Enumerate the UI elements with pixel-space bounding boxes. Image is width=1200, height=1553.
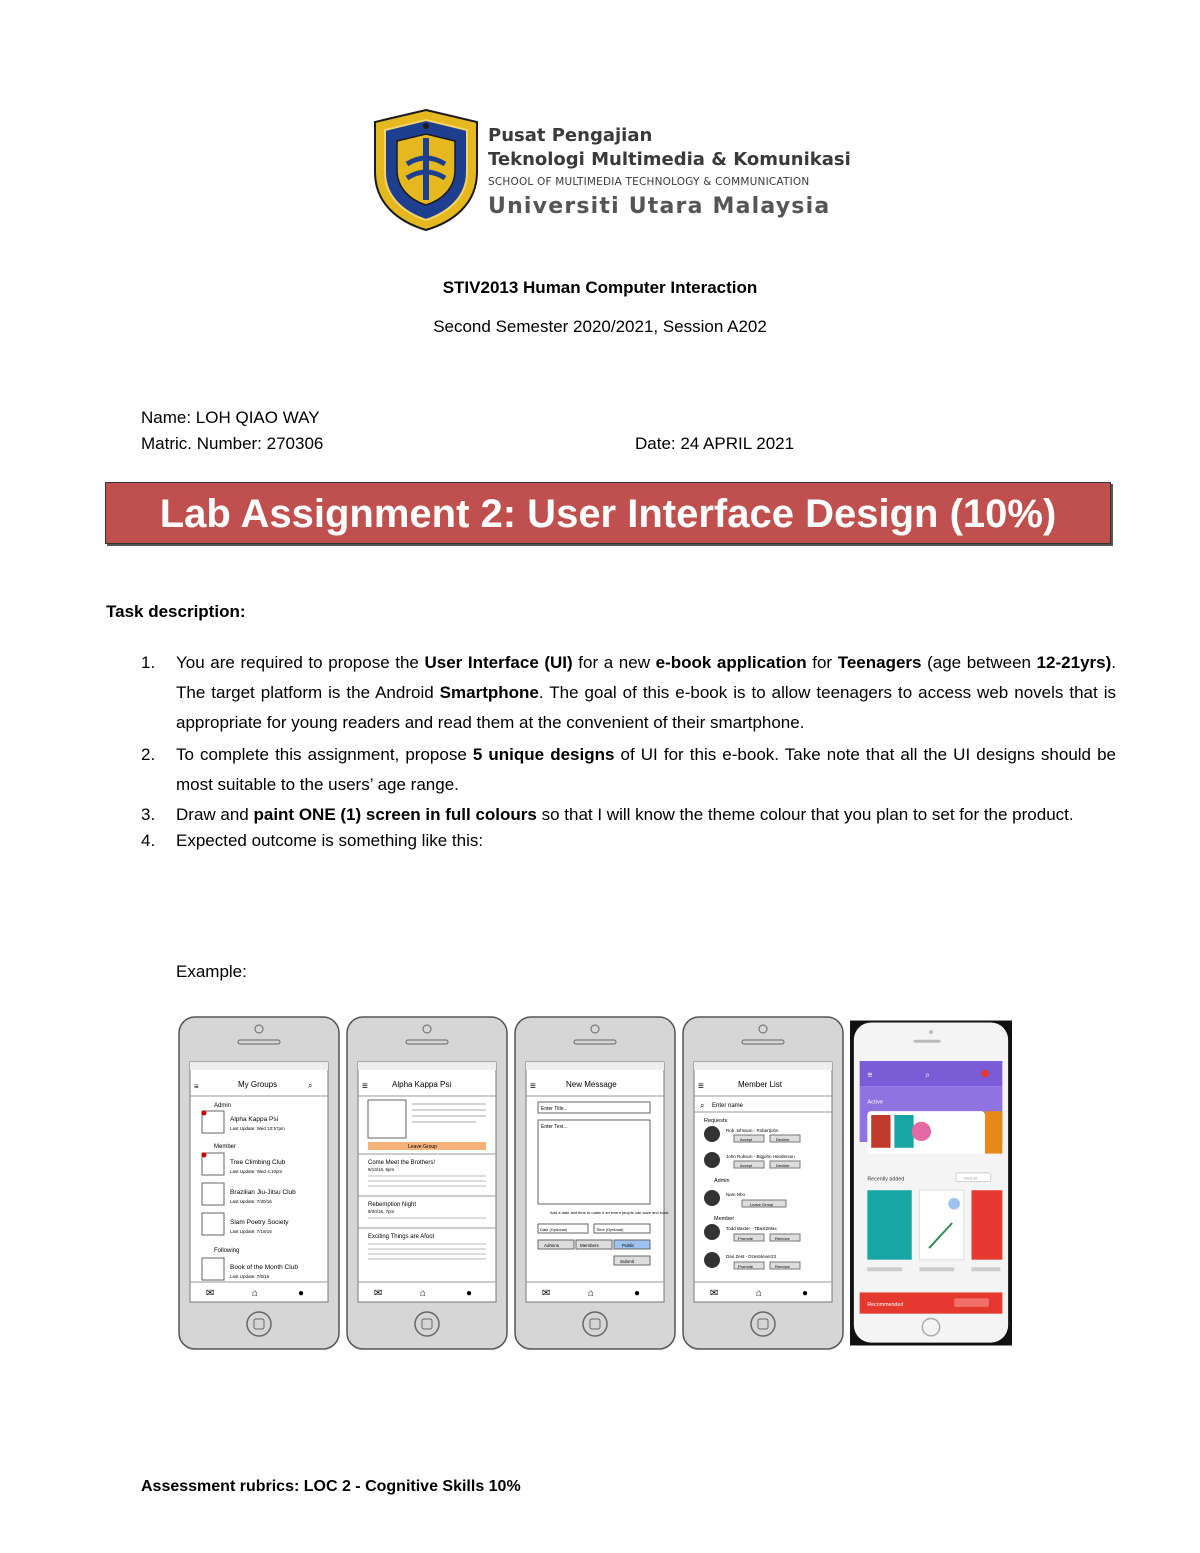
svg-text:Decline: Decline [776, 1137, 790, 1142]
svg-text:Last Update: Wed 10:57pm: Last Update: Wed 10:57pm [230, 1126, 285, 1131]
svg-text:Exciting Things are Afoot: Exciting Things are Afoot [368, 1234, 435, 1240]
svg-text:Member List: Member List [738, 1080, 783, 1089]
svg-text:Rob Johnson - Robertjohn: Rob Johnson - Robertjohn [726, 1128, 779, 1133]
svg-text:≡: ≡ [698, 1081, 704, 1092]
assignment-title-banner: Lab Assignment 2: User Interface Design (10%) [105, 482, 1111, 544]
svg-text:Tree Climbing Club: Tree Climbing Club [230, 1159, 286, 1166]
mockup-my-groups [178, 1016, 340, 1350]
svg-text:Last Update: 7/30/16: Last Update: 7/30/16 [230, 1199, 272, 1204]
svg-text:Slam Poetry Society: Slam Poetry Society [230, 1219, 289, 1226]
matric-number: Matric. Number: 270306 [141, 434, 324, 453]
svg-text:●: ● [466, 1288, 473, 1299]
mockup-member-list [682, 1016, 844, 1350]
svg-text:Admin: Admin [214, 1103, 232, 1109]
svg-text:Last Update: Wed 4:10pm: Last Update: Wed 4:10pm [230, 1169, 283, 1174]
task-item-4: 4. Expected outcome is something like this: [141, 831, 484, 850]
svg-text:✉: ✉ [710, 1288, 719, 1299]
task-list [141, 648, 1116, 854]
svg-text:Accept: Accept [740, 1163, 753, 1168]
svg-text:John Robson - Bigjohn Henderso: John Robson - Bigjohn Henderson [726, 1154, 795, 1159]
svg-text:⌕: ⌕ [700, 1101, 705, 1110]
svg-text:Leave Group: Leave Group [750, 1202, 774, 1207]
svg-text:Admins: Admins [544, 1243, 560, 1248]
svg-text:Requests: Requests [704, 1118, 728, 1124]
svg-text:⌂: ⌂ [588, 1288, 595, 1299]
svg-text:≡: ≡ [530, 1081, 536, 1092]
svg-text:Promote: Promote [738, 1236, 754, 1241]
svg-text:Alpha Kappa Psi: Alpha Kappa Psi [392, 1080, 452, 1089]
svg-text:⌕: ⌕ [308, 1081, 313, 1090]
svg-text:Following: Following [214, 1248, 240, 1254]
svg-text:✉: ✉ [542, 1288, 551, 1299]
task-item-1: 1. You are required to propose the User Interface (UI) for a new e-book application for Teenagers (age between 12-21yrs). The target platform is the Android Smartphone. The goal of this e-book is to allow teenagers to access web novels that is appropriate for young readers and read them at the convenient of their smartphone. [141, 653, 1116, 732]
svg-text:≡: ≡ [194, 1082, 199, 1091]
example-mockups [176, 1016, 1018, 1353]
svg-text:●: ● [298, 1288, 305, 1299]
svg-text:Submit: Submit [620, 1259, 635, 1264]
student-name: Name: LOH QIAO WAY [141, 408, 320, 427]
svg-text:Dan Zest - Dzest4ever23: Dan Zest - Dzest4ever23 [726, 1254, 777, 1259]
svg-text:9/20/16, 7pm: 9/20/16, 7pm [368, 1209, 395, 1214]
university-name: Universiti Utara Malaysia [488, 194, 831, 219]
svg-text:Active: Active [867, 1099, 884, 1106]
example-label: Example: [176, 962, 247, 981]
svg-text:Last Update: 7/19/16: Last Update: 7/19/16 [230, 1229, 272, 1234]
mockup-group-detail [346, 1016, 508, 1350]
svg-text:Decline: Decline [776, 1163, 790, 1168]
svg-text:Enter Title...: Enter Title... [541, 1106, 568, 1112]
svg-text:Member: Member [214, 1144, 237, 1150]
semester-line: Second Semester 2020/2021, Session A202 [433, 317, 767, 336]
submission-date: Date: 24 APRIL 2021 [635, 434, 795, 453]
svg-text:Leave Group: Leave Group [408, 1144, 437, 1150]
university-seal-logo [373, 108, 479, 232]
assessment-rubric: Assessment rubrics: LOC 2 - Cognitive Skills 10% [141, 1478, 521, 1495]
svg-text:Enter Text...: Enter Text... [541, 1124, 568, 1130]
svg-text:⌂: ⌂ [252, 1288, 259, 1299]
svg-text:Brazilian Jiu-Jitsu Club: Brazilian Jiu-Jitsu Club [230, 1189, 296, 1196]
svg-text:⌕: ⌕ [925, 1069, 931, 1080]
svg-text:✉: ✉ [374, 1288, 383, 1299]
svg-text:Recently added: Recently added [867, 1176, 905, 1183]
svg-text:Remove: Remove [775, 1236, 790, 1241]
course-title: STIV2013 Human Computer Interaction [442, 278, 758, 297]
svg-text:Recommended: Recommended [867, 1301, 904, 1308]
svg-text:9/13/16, 6pm: 9/13/16, 6pm [368, 1167, 395, 1172]
svg-text:Remove: Remove [775, 1264, 790, 1269]
mockup-colour-screen [850, 1016, 1018, 1353]
svg-text:Add a date and time to make it: Add a date and time to make it an event people can save and book [550, 1210, 669, 1215]
svg-text:⌂: ⌂ [420, 1288, 427, 1299]
svg-text:Members: Members [580, 1243, 599, 1248]
task-item-2: 2. To complete this assignment, propose 5 unique designs of UI for this e-book. Take note that all the UI designs should be most suitable to the users’ age range. [141, 745, 1116, 794]
svg-text:Last Update: 7/5/16: Last Update: 7/5/16 [230, 1274, 270, 1279]
svg-text:Accept: Accept [740, 1137, 753, 1142]
svg-text:✉: ✉ [206, 1288, 215, 1299]
school-line: SCHOOL OF MULTIMEDIA TECHNOLOGY & COMMUNICATION [488, 176, 810, 188]
svg-text:Member: Member [714, 1216, 735, 1222]
institute-heading [488, 124, 851, 219]
svg-text:Date (Optional): Date (Optional) [540, 1227, 568, 1232]
svg-text:Time (Optional): Time (Optional) [596, 1227, 624, 1232]
svg-text:●: ● [802, 1288, 809, 1299]
svg-text:Admin: Admin [714, 1178, 730, 1184]
svg-text:Come Meet the Brothers!: Come Meet the Brothers! [368, 1160, 436, 1166]
svg-text:Public: Public [622, 1243, 635, 1248]
task-heading: Task description: [106, 602, 246, 621]
svg-text:Nam Nho: Nam Nho [726, 1192, 746, 1197]
svg-text:New Message: New Message [566, 1080, 617, 1089]
svg-text:●: ● [634, 1288, 641, 1299]
svg-text:View all: View all [963, 1176, 977, 1181]
svg-text:Enter name: Enter name [712, 1103, 744, 1109]
mockup-new-message [514, 1016, 676, 1350]
institute-line-2: Teknologi Multimedia & Komunikasi [488, 149, 851, 170]
svg-text:Rebemption Night: Rebemption Night [368, 1202, 417, 1208]
svg-text:Promote: Promote [738, 1264, 754, 1269]
p1-title: My Groups [238, 1080, 278, 1089]
svg-text:≡: ≡ [867, 1069, 873, 1080]
svg-text:Todd Baxter - TBaxt2Max: Todd Baxter - TBaxt2Max [726, 1226, 777, 1231]
task-item-3: 3. Draw and paint ONE (1) screen in full colours so that I will know the theme colour that you plan to set for the product. [141, 805, 1074, 824]
svg-text:Book of the Month Club: Book of the Month Club [230, 1264, 298, 1271]
svg-text:≡: ≡ [362, 1081, 368, 1092]
institute-line-1: Pusat Pengajian [488, 125, 653, 146]
svg-text:⌂: ⌂ [756, 1288, 763, 1299]
svg-text:Alpha Kappa Psi: Alpha Kappa Psi [230, 1116, 279, 1123]
